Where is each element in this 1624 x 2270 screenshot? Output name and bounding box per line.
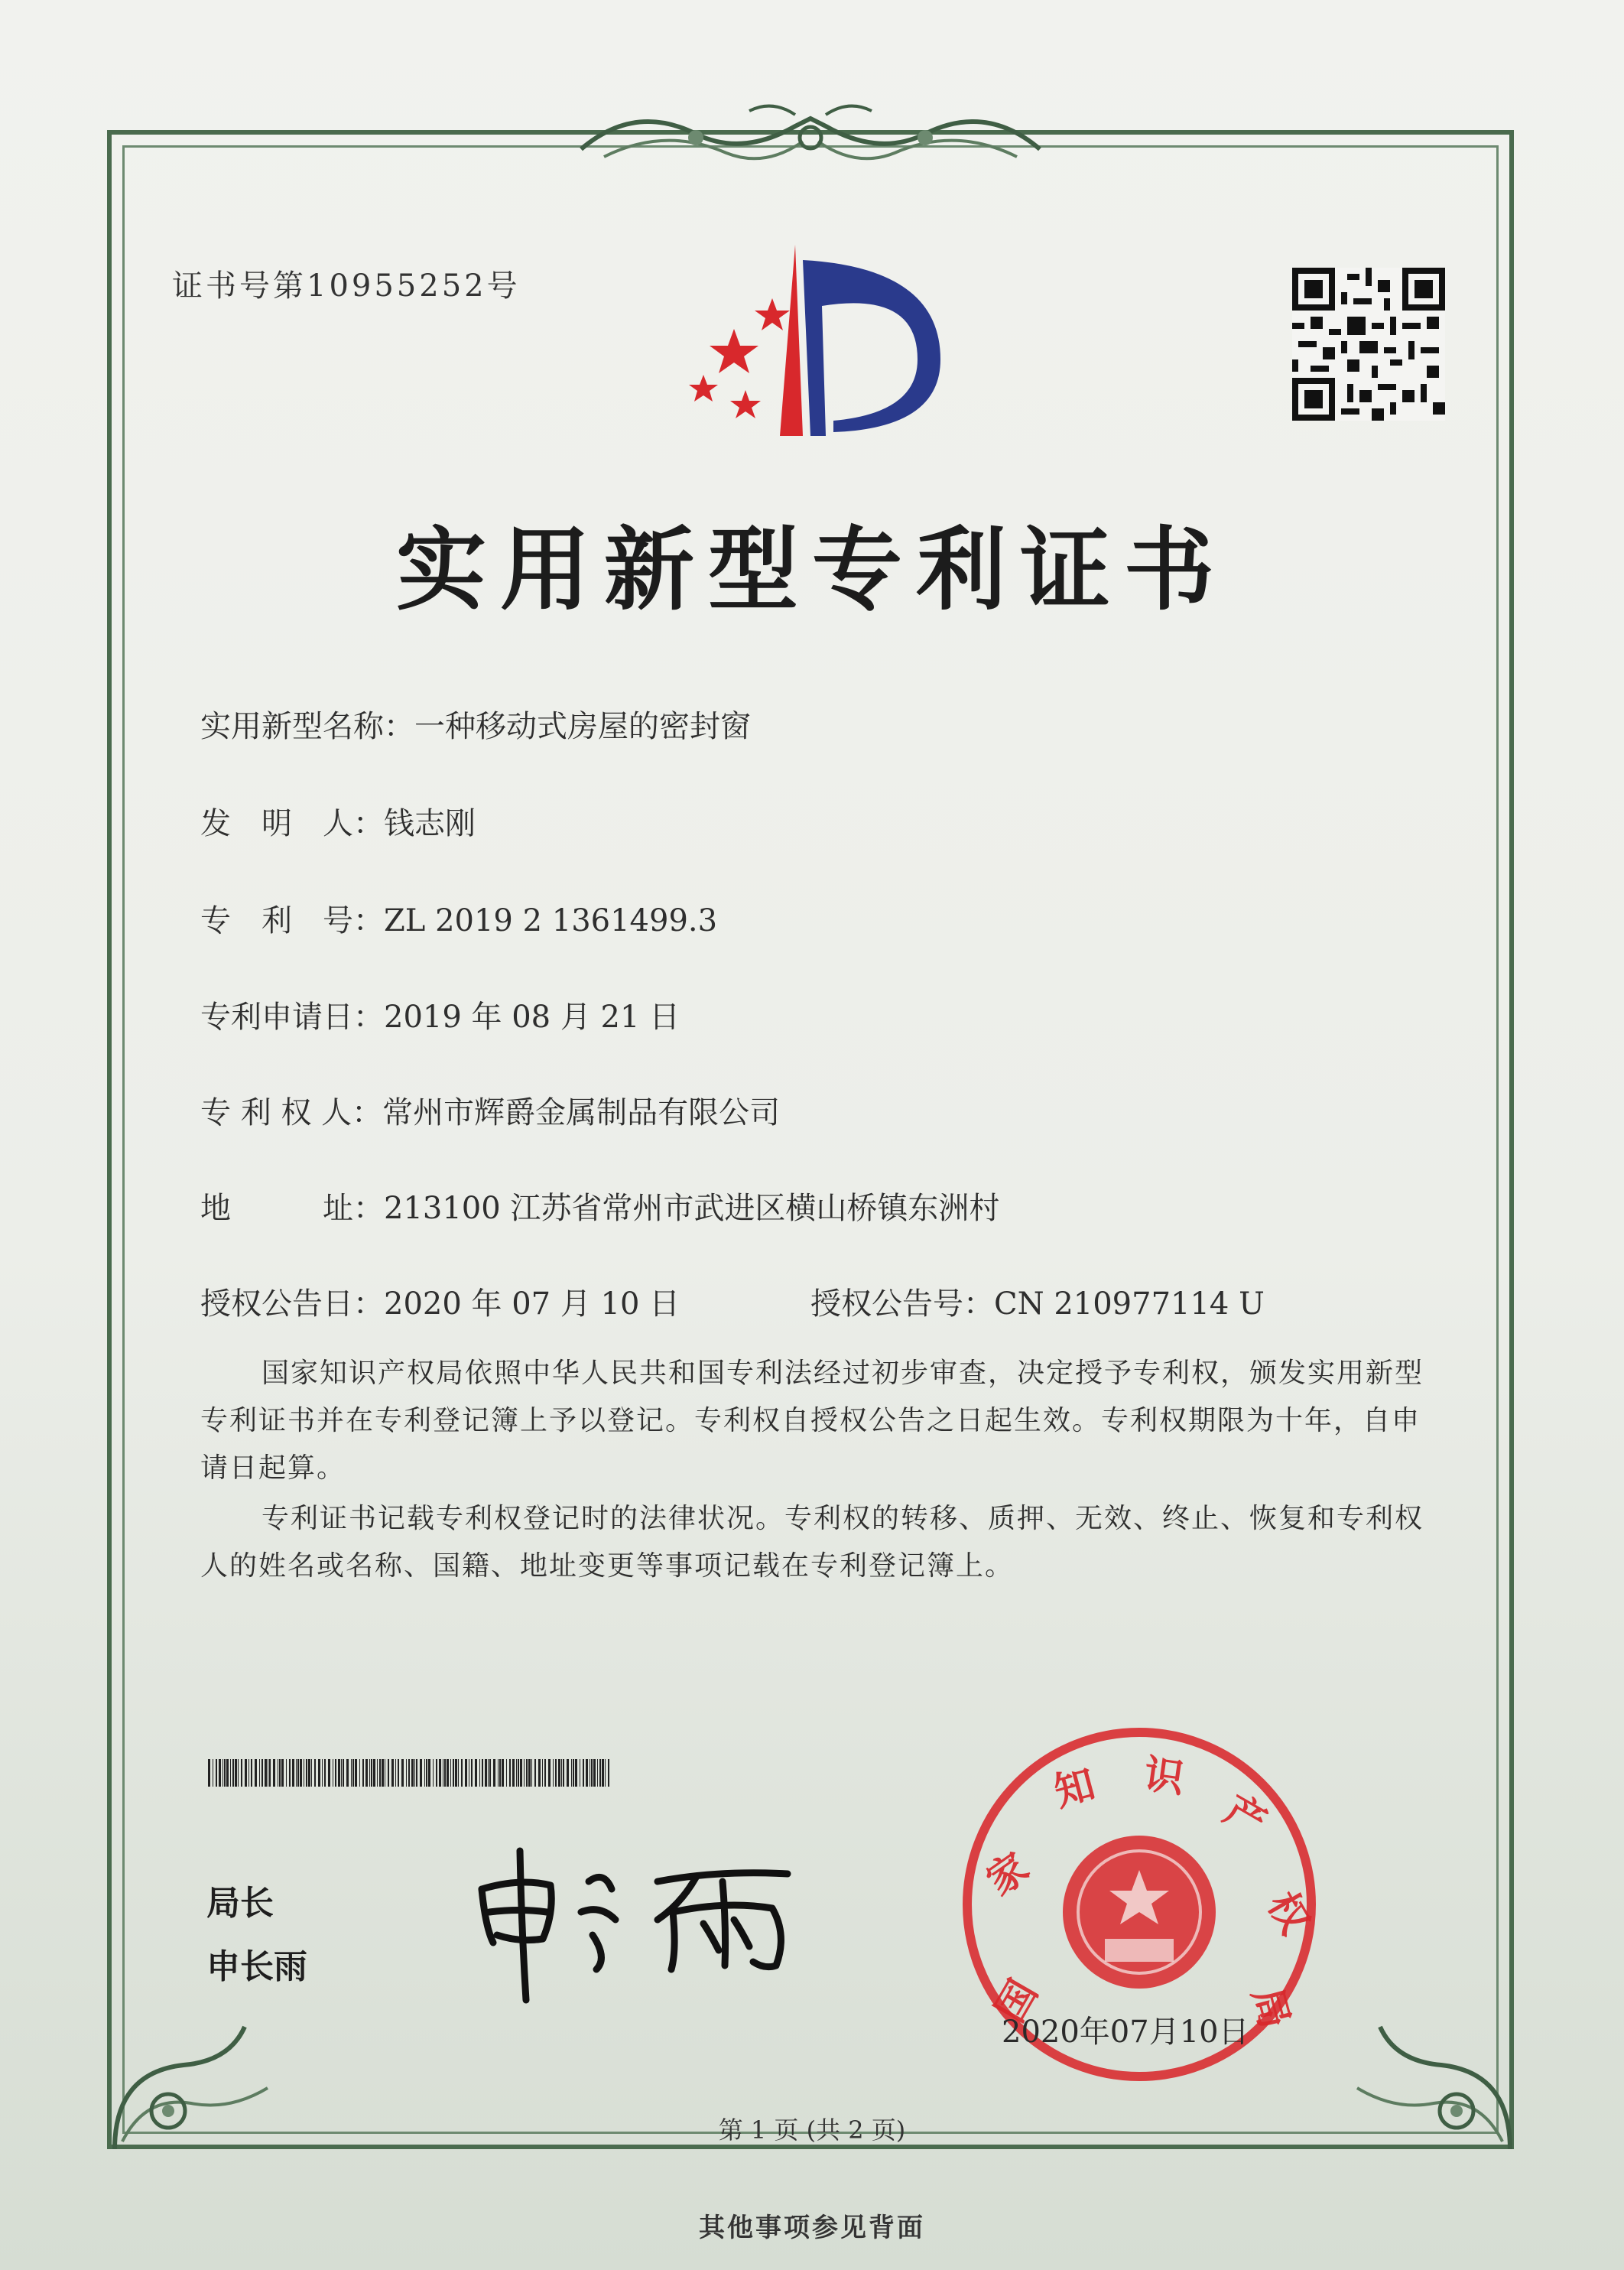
field-patent-no-value: ZL 2019 2 1361499.3 <box>384 903 718 938</box>
field-patentee-label: 专 利 权 人： <box>200 1095 383 1130</box>
field-filing-date <box>200 993 680 1036</box>
field-grant-no-value: CN 210977114 U <box>994 1286 1265 1322</box>
director-title: 局长 <box>206 1884 274 1923</box>
field-inventor <box>200 799 476 843</box>
barcode-icon <box>208 1759 613 1787</box>
paragraph-2: 专利证书记载专利权登记时的法律状况。专利权的转移、质押、无效、终止、恢复和专利权人的姓名或名称、国籍、地址变更等事项记载在专利登记簿上。 <box>200 1503 1424 1582</box>
field-grant-date <box>200 1280 680 1323</box>
field-address-label: 地 址： <box>200 1191 384 1226</box>
field-inventor-value: 钱志刚 <box>384 806 476 841</box>
director-name: 申长雨 <box>206 1947 307 1986</box>
field-grant-date-label: 授权公告日： <box>200 1286 384 1322</box>
field-address <box>200 1184 999 1228</box>
field-grant-no <box>810 1280 1265 1323</box>
svg-text:识: 识 <box>1141 1751 1187 1803</box>
field-grant-no-label: 授权公告号： <box>810 1286 994 1322</box>
paragraph-1: 国家知识产权局依照中华人民共和国专利法经过初步审查，决定授予专利权，颁发实用新型专利证书并在专利登记簿上予以登记。专利权自授权公告之日起生效。专利权期限为十年，自申请日起算。 <box>200 1358 1424 1484</box>
field-inventor-label: 发 明 人： <box>200 806 384 841</box>
svg-text:产: 产 <box>1216 1787 1275 1847</box>
field-filing-date-value: 2019 年 08 月 21 日 <box>384 1000 680 1035</box>
field-patent-no <box>200 896 717 940</box>
certificate-title: 实用新型专利证书 <box>395 517 1228 623</box>
cnipa-logo-icon <box>688 245 940 444</box>
top-ornament-icon <box>573 96 1047 180</box>
svg-text:国: 国 <box>987 1972 1047 2031</box>
svg-text:家: 家 <box>978 1844 1038 1905</box>
svg-text:局: 局 <box>1242 1982 1298 2034</box>
svg-text:知: 知 <box>1049 1761 1100 1816</box>
svg-text:权: 权 <box>1258 1884 1318 1943</box>
field-name-label: 实用新型名称： <box>200 709 414 744</box>
field-grant-date-value: 2020 年 07 月 10 日 <box>384 1286 680 1322</box>
director-signature-icon <box>466 1836 818 2011</box>
field-name-value: 一种移动式房屋的密封窗 <box>414 709 751 744</box>
field-address-value: 213100 江苏省常州市武进区横山桥镇东洲村 <box>384 1191 1000 1226</box>
seal-date: 2020年07月10日 <box>1002 2015 1249 2050</box>
page-indicator: 第 1 页 (共 2 页) <box>718 2116 906 2145</box>
footer-note: 其他事项参见背面 <box>699 2213 925 2243</box>
field-patentee-value: 常州市辉爵金属制品有限公司 <box>382 1095 781 1130</box>
certificate-number: 证书号第10955252号 <box>172 268 521 304</box>
field-name <box>200 702 751 746</box>
field-filing-date-label: 专利申请日： <box>200 1000 384 1035</box>
field-patent-no-label: 专 利 号： <box>200 903 384 938</box>
qr-code-icon <box>1292 268 1445 421</box>
field-patentee <box>200 1088 780 1132</box>
